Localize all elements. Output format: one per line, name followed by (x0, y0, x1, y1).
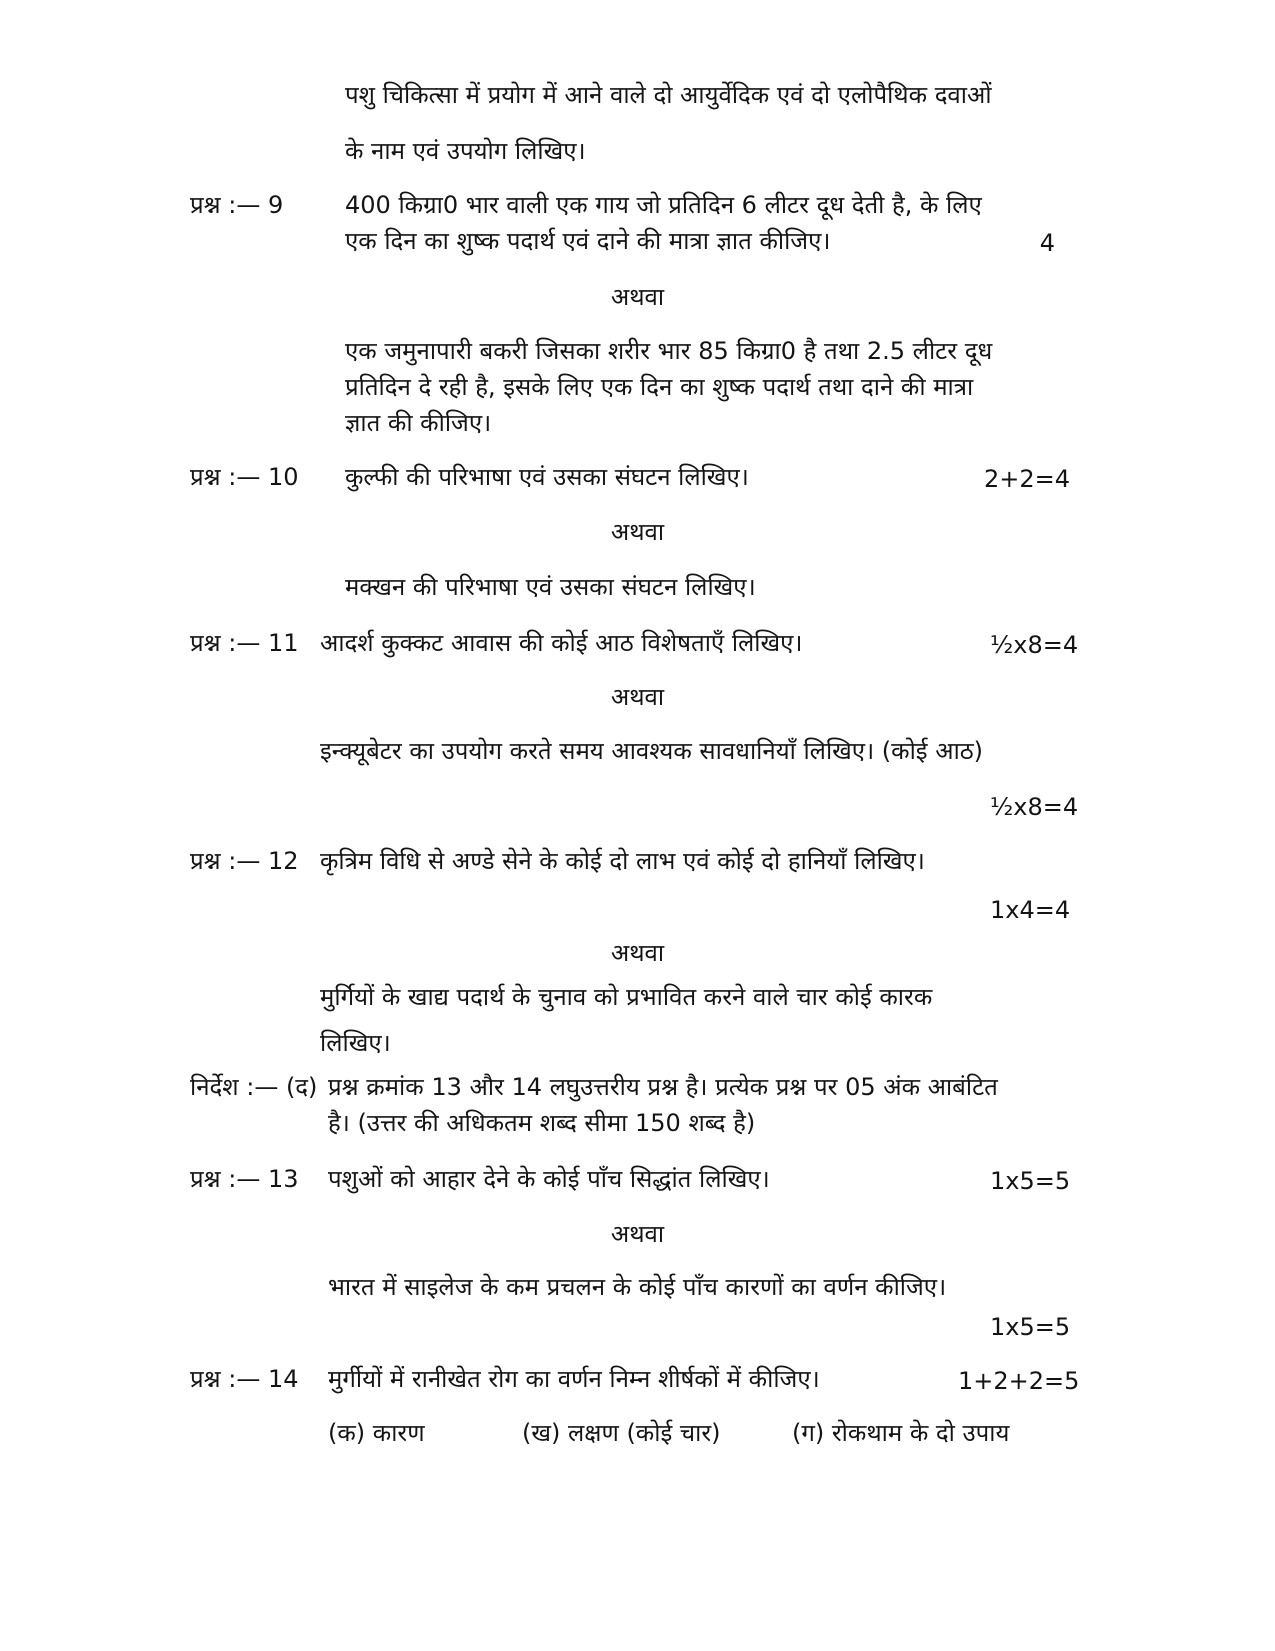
question-12-alt-line-1: मुर्गियों के खाद्य पदार्थ के चुनाव को प्रभावित करने वाले चार कोई कारक (320, 983, 933, 1011)
question-13-alt-marks: 1x5=5 (990, 1313, 1071, 1341)
intro-line-2: के नाम एवं उपयोग लिखिए। (345, 137, 586, 165)
question-13-alt: भारत में साइलेज के कम प्रचलन के कोई पाँच कारणों का वर्णन कीजिए। (328, 1273, 947, 1301)
question-12-or: अथवा (610, 939, 665, 967)
question-13-marks: 1x5=5 (990, 1167, 1071, 1195)
instruction-label: निर्देश :— (द) (190, 1073, 318, 1101)
instruction-line-1: प्रश्न क्रमांक 13 और 14 लघुउत्तरीय प्रश्न है। प्रत्येक प्रश्न पर 05 अंक आबंटित (328, 1073, 998, 1101)
question-9-label: प्रश्न :— 9 (190, 191, 284, 219)
question-14-text: मुर्गीयों में रानीखेत रोग का वर्णन निम्न शीर्षकों में कीजिए। (328, 1365, 820, 1393)
question-11-or: अथवा (610, 683, 665, 711)
question-11-text: आदर्श कुक्कट आवास की कोई आठ विशेषताएँ लिखिए। (320, 629, 803, 657)
instruction-line-2: है। (उत्तर की अधिकतम शब्द सीमा 150 शब्द है) (328, 1109, 756, 1137)
question-14-label: प्रश्न :— 14 (190, 1365, 299, 1393)
question-9-marks: 4 (1039, 229, 1055, 257)
question-14-sub-c: (ग) रोकथाम के दो उपाय (792, 1419, 1010, 1447)
question-11-alt: इन्क्यूबेटर का उपयोग करते समय आवश्यक सावधानियाँ लिखिए। (कोई आठ) (320, 737, 984, 765)
question-12-alt-line-2: लिखिए। (320, 1029, 391, 1057)
question-9-alt-line-2: प्रतिदिन दे रही है, इसके लिए एक दिन का शुष्क पदार्थ तथा दाने की मात्रा (345, 373, 974, 401)
question-11-marks: ½x8=4 (990, 631, 1079, 659)
question-11-label: प्रश्न :— 11 (190, 629, 299, 657)
question-10-text: कुल्फी की परिभाषा एवं उसका संघटन लिखिए। (345, 463, 749, 491)
question-12-label: प्रश्न :— 12 (190, 847, 299, 875)
question-9-line-1: 400 किग्रा0 भार वाली एक गाय जो प्रतिदिन 6 लीटर दूध देती है, के लिए (345, 191, 982, 219)
question-14-sub-b: (ख) लक्षण (कोई चार) (522, 1419, 721, 1447)
question-10-alt: मक्खन की परिभाषा एवं उसका संघटन लिखिए। (345, 573, 756, 601)
question-10-or: अथवा (610, 518, 665, 546)
question-9-alt-line-1: एक जमुनापारी बकरी जिसका शरीर भार 85 किग्रा0 है तथा 2.5 लीटर दूध (345, 337, 993, 365)
intro-line-1: पशु चिकित्सा में प्रयोग में आने वाले दो आयुर्वेदिक एवं दो एलोपैथिक दवाओं (345, 81, 992, 109)
question-12-marks: 1x4=4 (990, 896, 1071, 924)
question-13-label: प्रश्न :— 13 (190, 1165, 299, 1193)
question-10-marks: 2+2=4 (983, 465, 1070, 493)
question-13-or: अथवा (610, 1220, 665, 1248)
question-14-sub-a: (क) कारण (328, 1419, 425, 1447)
question-9-or: अथवा (610, 283, 665, 311)
question-11-alt-marks: ½x8=4 (990, 793, 1079, 821)
question-10-label: प्रश्न :— 10 (190, 463, 299, 491)
question-13-text: पशुओं को आहार देने के कोई पाँच सिद्धांत लिखिए। (328, 1165, 770, 1193)
question-9-line-2: एक दिन का शुष्क पदार्थ एवं दाने की मात्रा ज्ञात कीजिए। (345, 227, 831, 255)
question-9-alt-line-3: ज्ञात की कीजिए। (345, 409, 492, 437)
question-12-text: कृत्रिम विधि से अण्डे सेने के कोई दो लाभ एवं कोई दो हानियाँ लिखिए। (320, 847, 925, 875)
question-14-marks: 1+2+2=5 (958, 1367, 1080, 1395)
